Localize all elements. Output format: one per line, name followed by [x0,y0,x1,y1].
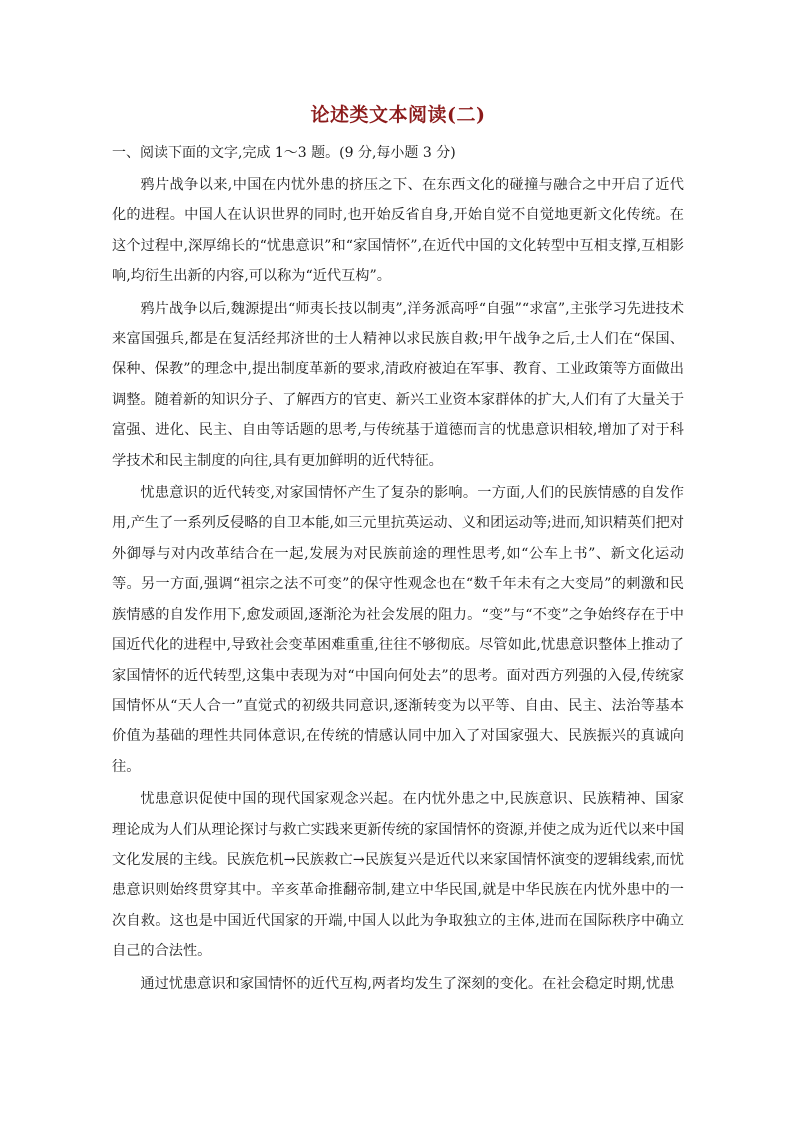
document-page [112,100,684,1001]
paragraph-4: 忧患意识促使中国的现代国家观念兴起。在内忧外患之中,民族意识、民族精神、国家理论成为人们从理论探讨与救亡实践来更新传统的家国情怀的资源,并使之成为近代以来中国文化发展的主线。民族危机→民族救亡→民族复兴是近代以来家国情怀演变的逻辑线索,而忧患意识则始终贯穿其中。辛亥革命推翻帝制,建立中华民国,就是中华民族在内忧外患中的一次自救。这也是中国近代国家的开端,中国人以此为争取独立的主体,进而在国际秩序中确立自己的合法性。 [112,791,685,960]
paragraph-2: 鸦片战争以后,魏源提出“师夷长技以制夷”,洋务派高呼“自强”“求富”,主张学习先进技术来富国强兵,都是在复活经邦济世的士人精神以求民族自救;甲午战争之后,士人们在“保国、保种、保教”的理念中,提出制度革新的要求,清政府被迫在军事、教育、工业政策等方面做出调整。随着新的知识分子、了解西方的官吏、新兴工业资本家群体的扩大,人们有了大量关于富强、进化、民主、自由等话题的思考,与传统基于道德而言的忧患意识相较,增加了对于科学技术和民主制度的向往,具有更加鲜明的近代特征。 [112,300,685,469]
question-instruction: 一、阅读下面的文字,完成 1～3 题。(9 分,每小题 3 分) [112,145,456,161]
paragraph-1: 鸦片战争以来,中国在内忧外患的挤压之下、在东西文化的碰撞与融合之中开启了近代化的进程。中国人在认识世界的同时,也开始反省自身,开始自觉不自觉地更新文化传统。在这个过程中,深厚绵长的“忧患意识”和“家国情怀”,在近代中国的文化转型中互相支撑,互相影响,均衍生出新的内容,可以称为“近代互构”。 [112,177,684,285]
paragraph-5: 通过忧患意识和家国情怀的近代互构,两者均发生了深刻的变化。在社会稳定时期,忧患 [140,975,675,992]
paragraph-3: 忧患意识的近代转变,对家国情怀产生了复杂的影响。一方面,人们的民族情感的自发作用,产生了一系列反侵略的自卫本能,如三元里抗英运动、义和团运动等;进而,知识精英们把对外御辱与对内改革结合在一起,发展为对民族前途的理性思考,如“公车上书”、新文化运动等。另一方面,强调“祖宗之法不可变”的保守性观念也在“数千年未有之大变局”的刺激和民族情感的自发作用下,愈发顽固,逐渐沦为社会发展的阻力。“变”与“不变”之争始终存在于中国近代化的进程中,导致社会变革困难重重,往往不够彻底。尽管如此,忧患意识整体上推动了家国情怀的近代转型,这集中表现为对“中国向何处去”的思考。面对西方列强的入侵,传统家国情怀从“天人合一”直觉式的初级共同意识,逐渐转变为以平等、自由、民主、法治等基本价值为基础的理性共同体意识,在传统的情感认同中加入了对国家强大、民族振兴的真诚向往。 [112,485,684,775]
document-title: 论述类文本阅读(二) [310,104,486,126]
